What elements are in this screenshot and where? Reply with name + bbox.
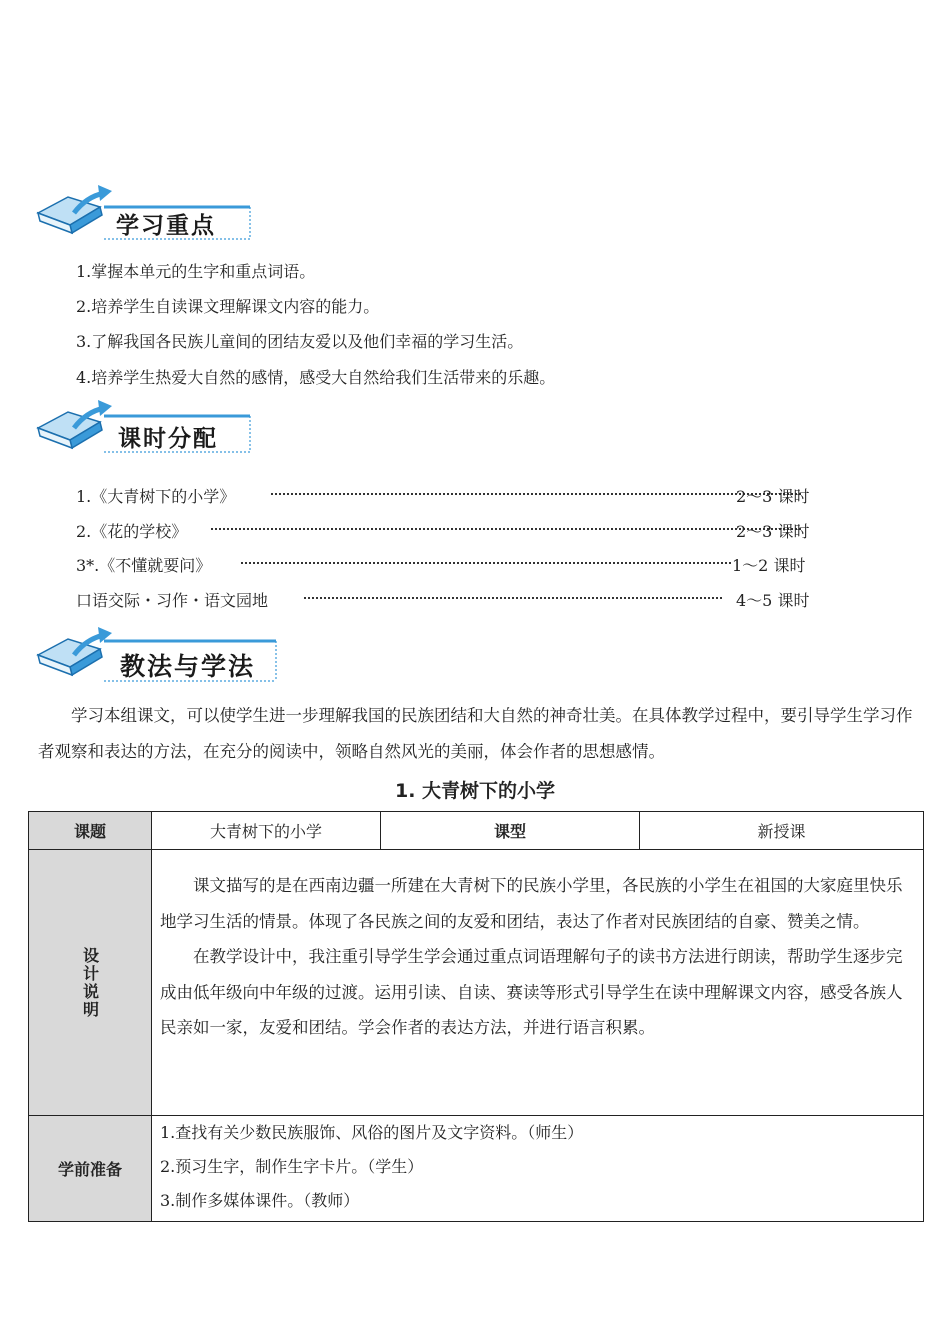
schedule-row [76,519,816,541]
prep-item: 1.查找有关少数民族服饰、风俗的图片及文字资料。（师生） [160,1123,584,1142]
methods-paragraph: 学习本组课文，可以使学生进一步理解我国的民族团结和大自然的神奇壮美。在具体教学过程中，要引导学生学习作者观察和表达的方法，在充分的阅读中，领略自然风光的美丽，体会作者的思想感情。 [38,706,913,761]
schedule-lesson-name: 2.《花的学校》 [76,522,188,541]
section-header-schedule [34,398,259,458]
key-point-item: 2.培养学生自读课文理解课文内容的能力。 [76,297,380,316]
leader-dots [211,528,801,530]
type-value: 新授课 [640,812,924,850]
design-label: 设计说明 [80,946,100,1019]
section-title: 学习重点 [116,213,216,239]
schedule-lesson-name: 口语交际・习作・语文园地 [76,591,269,610]
key-point-item: 3.了解我国各民族儿童间的团结友爱以及他们幸福的学习生活。 [76,332,524,351]
schedule-lesson-name: 3*.《不懂就要问》 [76,556,212,575]
schedule-row [76,553,816,575]
prep-label: 学前准备 [29,1116,152,1222]
prep-list [152,1116,924,1222]
design-paragraph: 课文描写的是在西南边疆一所建在大青树下的民族小学里，各民族的小学生在祖国的大家庭里快乐地学习生活的情景。体现了各民族之间的友爱和团结，表达了作者对民族团结的自豪、赞美之情。 [160,876,903,931]
section-title: 教法与学法 [120,652,256,681]
leader-dots [241,562,731,564]
section-title: 课时分配 [118,426,218,452]
schedule-time: 4～5 课时 [736,591,810,610]
schedule-time: 1～2 课时 [732,556,806,575]
section-header-key-points [34,183,259,243]
lesson-plan-table [28,811,924,1222]
section-header-methods [34,623,284,683]
schedule-row [76,484,816,506]
schedule-row [76,588,816,610]
prep-item: 2.预习生字，制作生字卡片。（学生） [160,1157,424,1176]
lesson-title: 1. 大青树下的小学 [394,780,556,802]
schedule-lesson-name: 1.《大青树下的小学》 [76,487,236,506]
type-label: 课型 [381,812,640,850]
leader-dots [271,493,801,495]
design-description [152,850,924,1116]
schedule-time: 2～3 课时 [736,487,810,506]
topic-label: 课题 [29,812,152,850]
leader-dots [304,597,722,599]
design-label-cell [29,850,152,1116]
key-point-item: 4.培养学生热爱大自然的感情，感受大自然给我们生活带来的乐趣。 [76,368,556,387]
topic-value: 大青树下的小学 [152,812,381,850]
design-paragraph: 在教学设计中，我注重引导学生学会通过重点词语理解句子的读书方法进行朗读，帮助学生逐步完成由低年级向中年级的过渡。运用引读、自读、赛读等形式引导学生在读中理解课文内容，感受各族人民亲如一家，友爱和团结。学会作者的表达方法，并进行语言积累。 [160,947,903,1037]
prep-item: 3.制作多媒体课件。（教师） [160,1191,360,1210]
table-row [29,812,924,850]
table-row [29,850,924,1116]
schedule-time: 2～3 课时 [736,522,810,541]
key-point-item: 1.掌握本单元的生字和重点词语。 [76,262,316,281]
table-row [29,1116,924,1222]
